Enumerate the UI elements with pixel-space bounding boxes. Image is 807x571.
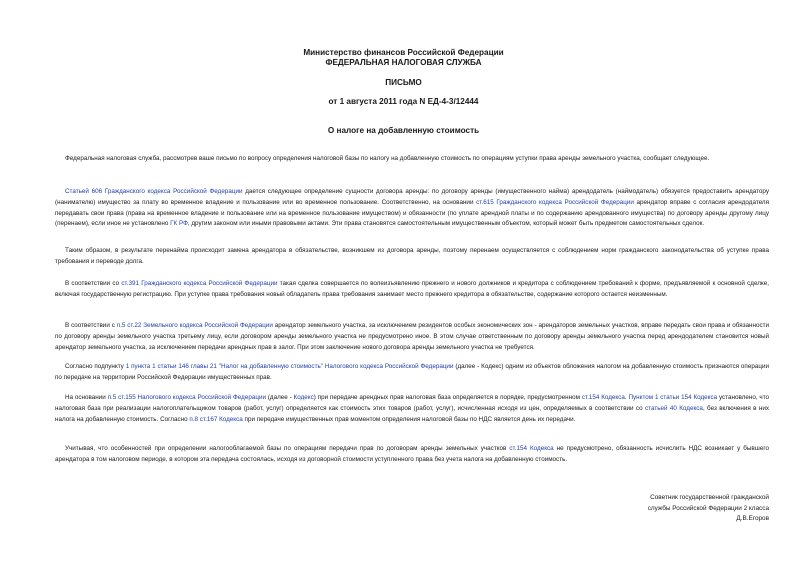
legal-reference-link[interactable]: 1 пункта 1 статьи 146 главы 21 "Налог на добавленную стоимость" Налогового кодекса Российской Федерации [125, 363, 454, 370]
paragraph-text: (далее - Кодекс) одним из объектов обложения налогом на добавленную стоимость признаются операции по передаче на территории Российской Федерации имущественных прав. [55, 363, 769, 381]
legal-reference-link[interactable]: п.5 ст.22 Земельного кодекса Российской Федерации [116, 322, 273, 329]
legal-reference-link[interactable]: п.5 ст.155 Налогового кодекса Российской Федерации [107, 394, 266, 401]
paragraph-8 [55, 444, 769, 466]
paragraph-text: Таким образом, в результате перенайма происходит замена арендатора в обязательстве, возникшем из договора аренды, поэтому перенаем осуществляется с соблюдением норм гражданского законодательства об уступке права требования и переводе долга. [55, 247, 769, 265]
legal-reference-link[interactable]: ст.615 Гражданского кодекса Российской Федерации [476, 198, 634, 206]
paragraph-text: при передаче имущественных прав моментом определения налоговой базы по НДС является день их передачи. [242, 415, 576, 423]
signature-position-line-2: службы Российской Федерации 2 класса [647, 504, 769, 512]
paragraph-text: . [624, 394, 629, 401]
paragraph-4 [55, 279, 769, 301]
paragraph-text: арендатор земельного участка, за исключением резидентов особых экономических зон - арендаторов земельных участков, вправе передать свои права и обязанности по договору аренды земельного участка третьему лицу, если договором аренды земельного участка не предусмотрено иное. В этом случае ответственным по договору аренды земельного участка перед арендодателем становится новый арендатор земельного участка, за исключением передачи арендных прав в залог. При этом заключение нового договора аренды земельного участка не требуется. [55, 322, 769, 351]
legal-reference-link[interactable]: статьей 40 Кодекса [645, 404, 703, 412]
paragraph-text: , без включения в них налога на добавленную стоимость. Согласно [55, 404, 770, 423]
paragraph-text: ) при передаче арендных прав налоговая база определяется в порядке, предусмотренном [313, 394, 582, 401]
paragraph-2 [55, 187, 769, 230]
paragraph-3 [55, 246, 769, 268]
paragraph-6 [55, 362, 769, 384]
legal-reference-link[interactable]: Кодекс [293, 394, 314, 401]
legal-reference-link[interactable]: п.8 ст.167 Кодекса [189, 415, 243, 423]
legal-reference-link[interactable]: Статьей 606 Гражданского кодекса Российской Федерации [65, 188, 243, 195]
legal-reference-link[interactable]: ГК РФ [170, 220, 188, 228]
paragraph-text: Учитывая, что особенностей при определении налогооблагаемой базы по операциям передачи прав по договорам аренды земельных участков [65, 445, 510, 452]
paragraph-text: Федеральная налоговая служба, рассмотрев ваше письмо по вопросу определения налоговой базы по налогу на добавленную стоимость по операциям уступки права аренды земельного участка, сообщает следующее. [65, 155, 710, 162]
paragraph-text: В соответствии с [65, 322, 117, 329]
paragraph-text: (далее - [266, 394, 294, 401]
paragraph-text: На основании [65, 394, 108, 401]
paragraph-text: , другим законом или иными правовыми актами. Эти права становятся самостоятельным имущественным объектом, который может быть предметом самостоятельных сделок. [187, 220, 705, 228]
legal-reference-link[interactable]: Пунктом 1 статьи 154 Кодекса [628, 394, 718, 401]
document-date-number: от 1 августа 2011 года N ЕД-4-3/12444 [328, 97, 479, 106]
paragraph-text: не предусмотрено, обязанность исчислить НДС возникает у бывшего арендатора в том налоговом периоде, в котором эта передача состоялась, исходя из договорной стоимости уступленного права без учета налога на добавленную стоимость. [55, 445, 769, 463]
legal-reference-link[interactable]: ст.154 Кодекса [581, 394, 625, 401]
legal-reference-link[interactable]: ст.391 Гражданского кодекса Российской Федерации [121, 280, 278, 287]
paragraph-text: арендатор вправе с согласия арендодателя передавать свои права (права на временное владение и пользование или на временное пользование имуществом) и обязанности (по уплате арендной платы и по содержанию арендованного имущества) по договору аренды другому лицу (перенаем), если иное не установлено [55, 198, 770, 228]
paragraph-text: Согласно подпункту [65, 363, 126, 370]
paragraph-5 [55, 321, 769, 353]
paragraph-text: В соответствии со [65, 280, 122, 287]
paragraph-7 [55, 393, 769, 425]
signature-block [648, 493, 769, 525]
signature-position-line-1: Советник государственной гражданской [650, 494, 769, 501]
signatory-name: Д.В.Егоров [736, 515, 769, 523]
paragraph-text: дается следующее определение сущности договора аренды: по договору аренды (имущественного найма) арендодатель (наймодатель) обязуется предоставить арендатору (нанимателю) имущество за плату во временное владение и пользование или во временное пользование. Соответственно, на основании [55, 188, 770, 206]
legal-reference-link[interactable]: ст.154 Кодекса [509, 445, 554, 452]
paragraph-1 [55, 154, 769, 165]
service-title: ФЕДЕРАЛЬНАЯ НАЛОГОВАЯ СЛУЖБА [325, 58, 482, 67]
document-type: ПИСЬМО [385, 78, 422, 87]
paragraph-text: такая сделка совершается по волеизъявлению прежнего и нового должников и кредитора с соблюдением требований к форме, предъявляемой к основной сделке, включая государственную регистрацию. При уступке права требования новый обладатель права требования занимает место прежнего кредитора в обязательстве, содержание которого остается неизменным. [55, 280, 769, 298]
ministry-title: Министерство финансов Российской Федерации [303, 48, 504, 57]
document-subject: О налоге на добавленную стоимость [327, 126, 480, 135]
paragraph-text: установлено, что налоговая база при реализации налогоплательщиком товаров (работ, услуг) определяется как стоимость этих товаров (работ, услуг), исчисленная исходя из цен, определяемых в соответствии со [55, 394, 770, 412]
